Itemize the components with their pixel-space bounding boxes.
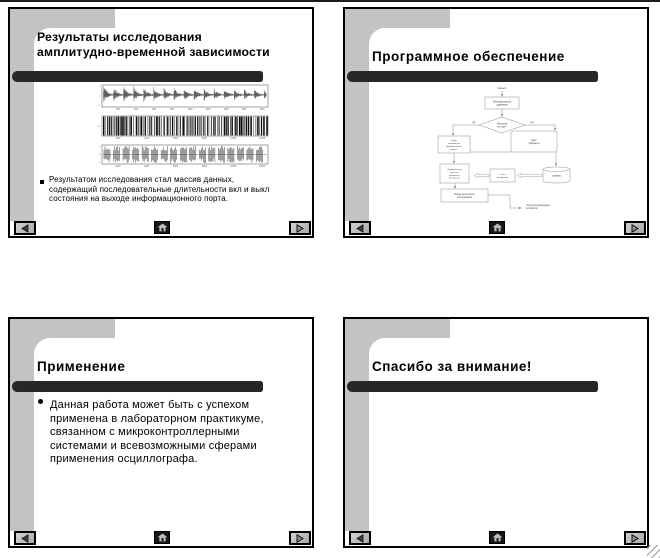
svg-text:массива: массива <box>450 172 459 174</box>
svg-text:формирования: формирования <box>446 145 462 148</box>
svg-text:1200: 1200 <box>205 109 211 112</box>
right-triangle-icon <box>294 224 306 233</box>
svg-text:12000: 12000 <box>258 166 266 169</box>
bullet-text-line: Данная работа может быть с успехом <box>50 399 250 411</box>
template-left-band <box>345 319 369 531</box>
left-triangle-icon <box>19 534 31 543</box>
svg-text:Настроен: Настроен <box>496 123 508 126</box>
forward-button[interactable] <box>624 531 646 545</box>
svg-text:600: 600 <box>152 109 156 112</box>
title-accent-bar <box>347 381 598 392</box>
svg-text:Начало: Начало <box>497 87 507 90</box>
svg-text:Вывод результатов: Вывод результатов <box>454 193 475 196</box>
left-triangle-icon <box>354 224 366 233</box>
bullet-text-line: Результатом исследования стал массив данных, <box>49 175 235 184</box>
flowchart-figure <box>345 9 647 236</box>
bullet-text-line: содержащий последовательные длительности вкл и выкл <box>49 184 270 194</box>
home-icon <box>492 533 503 542</box>
svg-text:да: да <box>472 121 476 124</box>
template-top-band <box>10 319 115 338</box>
bullet-text-line: применения осциллографа. <box>50 453 198 465</box>
forward-button[interactable] <box>289 531 311 545</box>
slide-1[interactable] <box>8 7 314 238</box>
svg-text:6000: 6000 <box>173 166 179 169</box>
svg-text:4000: 4000 <box>144 166 150 169</box>
back-button[interactable] <box>14 531 36 545</box>
svg-text:10000: 10000 <box>230 138 237 141</box>
bullet-text-line: состояния на выходе информационного порта. <box>49 194 228 204</box>
left-triangle-icon <box>354 534 366 543</box>
right-triangle-icon <box>294 534 306 543</box>
svg-text:12000: 12000 <box>258 138 266 141</box>
svg-text:параметров: параметров <box>447 142 461 145</box>
home-icon <box>157 533 168 542</box>
slide-2[interactable] <box>343 7 649 238</box>
svg-text:1: 1 <box>99 146 101 148</box>
slide-title: Спасибо за внимание! <box>372 359 532 374</box>
svg-text:200: 200 <box>116 109 120 112</box>
svg-text:Формирование: Формирование <box>447 169 462 172</box>
svg-text:1: 1 <box>99 86 101 88</box>
svg-text:400: 400 <box>134 109 138 112</box>
svg-text:0: 0 <box>99 154 101 156</box>
title-accent-bar <box>12 381 263 392</box>
home-button[interactable] <box>489 531 505 544</box>
svg-text:нет: нет <box>530 121 534 124</box>
slide-4[interactable] <box>343 317 649 548</box>
svg-text:1600: 1600 <box>241 109 247 112</box>
back-button[interactable] <box>349 531 371 545</box>
svg-text:8000: 8000 <box>201 166 207 169</box>
svg-text:8000: 8000 <box>201 138 207 141</box>
forward-button[interactable] <box>289 221 311 235</box>
home-button[interactable] <box>154 531 170 544</box>
bullet-marker <box>38 399 43 404</box>
template-left-band <box>10 319 34 531</box>
home-icon <box>492 223 503 232</box>
slide-title: Применение <box>37 359 126 374</box>
slide-title: Программное обеспечение <box>372 49 565 64</box>
svg-text:Инициализация: Инициализация <box>492 100 512 104</box>
template-top-band <box>345 319 450 338</box>
svg-text:1800: 1800 <box>259 109 265 112</box>
svg-text:0: 0 <box>99 95 101 98</box>
svg-text:драйвера: драйвера <box>496 103 508 107</box>
svg-text:Ввод: Ввод <box>451 140 457 143</box>
svg-text:2000: 2000 <box>115 166 121 169</box>
home-icon <box>157 223 168 232</box>
svg-text:измерений: измерений <box>496 176 509 179</box>
home-button[interactable] <box>154 221 170 234</box>
slide-title-line: амплитудно-временной зависимости <box>37 45 270 59</box>
bullet-text <box>50 399 264 467</box>
bullet-text-line: применена в лабораторном практикуме, <box>50 412 264 425</box>
svg-text:1000: 1000 <box>187 109 193 112</box>
home-button[interactable] <box>489 221 505 234</box>
svg-text:800: 800 <box>170 109 174 112</box>
forward-button[interactable] <box>624 221 646 235</box>
bullet-text <box>49 175 270 204</box>
svg-text:ожидания: ожидания <box>528 141 540 145</box>
svg-text:Цикл: Цикл <box>531 138 537 142</box>
svg-text:0.5: 0.5 <box>97 126 101 128</box>
slide-title-line: Результаты исследования <box>37 30 202 44</box>
svg-text:6000: 6000 <box>173 138 179 141</box>
svg-text:4000: 4000 <box>144 138 150 141</box>
right-triangle-icon <box>629 534 641 543</box>
svg-text:-1: -1 <box>98 105 101 107</box>
svg-text:Отчет: Отчет <box>499 173 506 176</box>
svg-text:2000: 2000 <box>115 138 121 141</box>
back-button[interactable] <box>349 221 371 235</box>
resize-grip[interactable] <box>647 545 660 558</box>
svg-text:Осциллографируемое: Осциллографируемое <box>526 205 550 207</box>
svg-text:словарь: словарь <box>551 174 562 178</box>
svg-text:файла: файла <box>450 148 458 151</box>
svg-text:ли порт?: ли порт? <box>497 126 507 129</box>
svg-text:10000: 10000 <box>230 166 237 169</box>
bullet-marker <box>40 180 44 184</box>
top-divider <box>0 0 660 2</box>
svg-text:-1: -1 <box>98 162 101 164</box>
svg-text:интервалов: интервалов <box>448 177 461 180</box>
back-button[interactable] <box>14 221 36 235</box>
svg-text:1400: 1400 <box>223 109 229 112</box>
svg-text:временных: временных <box>449 174 460 177</box>
svg-text:устройство: устройство <box>526 208 538 210</box>
svg-text:исследования: исследования <box>456 196 473 199</box>
slide-3[interactable] <box>8 317 314 548</box>
right-triangle-icon <box>629 224 641 233</box>
bullet-text-line: связанном с микроконтроллерными <box>50 426 240 438</box>
left-triangle-icon <box>19 224 31 233</box>
bullet-text-line: системами и всевозможными сферами <box>50 439 257 452</box>
